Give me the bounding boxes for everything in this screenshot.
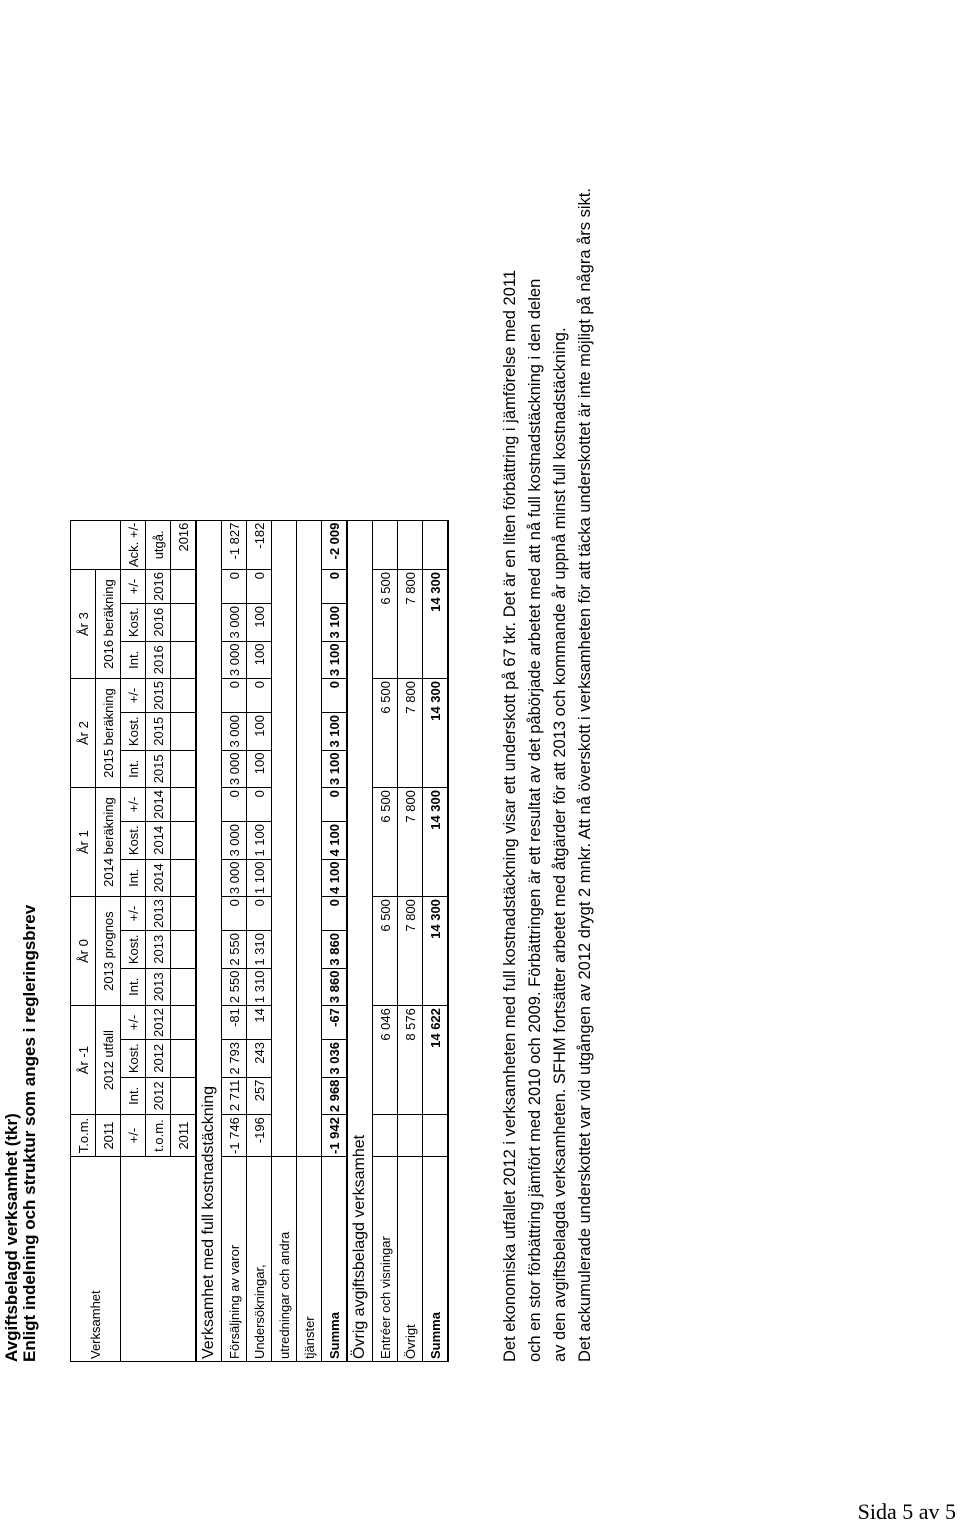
subheader: 2016 [146,603,171,641]
value-cell: -67 [322,1006,348,1040]
blank-cell [423,520,449,569]
subheader: 2011 [171,1115,197,1157]
blank-cell [171,1077,197,1115]
sum-row [322,520,348,1361]
tom-header: T.o.m. [71,1115,96,1157]
subheader: Kost. [121,822,146,860]
value-cell: 1 310 [247,931,272,969]
subheader: 2015 [146,679,171,713]
subheader: 2014 [146,859,171,897]
row-label: Summa [423,1157,449,1362]
subheader: Int. [121,1077,146,1115]
value-cell: 0 [247,570,272,604]
subheader: Kost. [121,603,146,641]
blank-cell [171,641,197,679]
subheader: 2016 [146,641,171,679]
value-cell: 2 711 [222,1077,247,1115]
blank-cell [171,859,197,897]
value-cell: 6 500 [373,570,398,679]
value-cell: 2 968 [322,1077,348,1115]
value-cell: 6 046 [373,1006,398,1115]
subheader: 2012 [146,1077,171,1115]
section-other-fee-activity: Övrig avgiftsbelagd verksamhet [347,520,373,1361]
subheader: Kost. [121,1040,146,1078]
blank-cell [373,1115,398,1157]
subheader: Int. [121,859,146,897]
value-cell: 3 100 [322,641,348,679]
year-sub: 2014 beräkning [96,788,121,897]
blank-cell [171,788,197,822]
value-cell: -196 [247,1115,272,1157]
page-number: Sida 5 av 5 [857,1499,956,1524]
subheader: t.o.m. [146,1115,171,1157]
value-cell: 3 860 [322,931,348,969]
year-label: År 2 [71,679,96,788]
table-row-continued [297,520,322,1361]
blank-cell [272,520,297,1156]
empty-header [71,520,121,569]
value-cell: 14 300 [423,897,449,1006]
value-cell: 0 [247,679,272,713]
subheader: 2014 [146,822,171,860]
verksamhet-header: Verksamhet [71,1157,121,1362]
section-row [347,520,373,1361]
value-cell: 3 000 [222,750,247,788]
value-cell: 2 550 [222,968,247,1006]
value-cell: 0 [222,788,247,822]
section-row [196,520,222,1361]
blank-cell [171,822,197,860]
blank-cell [171,968,197,1006]
table-row [247,520,272,1361]
subheader: Ack. +/- [121,520,146,569]
report-subtitle: Enligt indelning och struktur som anges i regleringsbrev [20,904,39,1362]
blank-cell [423,1115,449,1157]
table-row [222,520,247,1361]
value-cell: -1 942 [322,1115,348,1157]
value-cell: -1 827 [222,520,247,569]
value-cell: 7 800 [398,679,423,788]
value-cell: -1 746 [222,1115,247,1157]
value-cell: 3 100 [322,712,348,750]
blank-cell [171,712,197,750]
table-row-continued [272,520,297,1361]
value-cell: 14 300 [423,570,449,679]
value-cell: 0 [322,679,348,713]
row-label: Försäljning av varor [222,1157,247,1362]
value-cell: 0 [222,679,247,713]
value-cell: 14 622 [423,1006,449,1115]
report-title: Avgiftsbelagd verksamhet (tkr) [2,1113,21,1362]
blank-cell [171,897,197,931]
commentary-paragraph [498,162,598,1362]
blank-cell [171,570,197,604]
value-cell: 257 [247,1077,272,1115]
year-label: År 0 [71,897,96,1006]
value-cell: 7 800 [398,897,423,1006]
subheader: 2015 [146,712,171,750]
blank-cell [171,1006,197,1040]
tom-year: 2011 [96,1115,121,1157]
row-label: Summa [322,1157,348,1362]
blank-cell [398,520,423,569]
subheader: 2013 [146,968,171,1006]
year-sub: 2015 beräkning [96,679,121,788]
value-cell: 6 500 [373,788,398,897]
blank-cell [297,520,322,1156]
year-sub: 2012 utfall [96,1006,121,1115]
value-cell: 1 100 [247,822,272,860]
value-cell: 4 100 [322,822,348,860]
value-cell: 3 000 [222,712,247,750]
value-cell: 0 [247,897,272,931]
sum-row [423,520,449,1361]
blank-cell [398,1115,423,1157]
blank-cell [171,931,197,969]
value-cell: 14 300 [423,679,449,788]
subheader-blank [121,1157,197,1362]
value-cell: 100 [247,750,272,788]
year-sub: 2013 prognos [96,897,121,1006]
blank-cell [171,1040,197,1078]
value-cell: 7 800 [398,570,423,679]
row-label: tjänster [297,1157,322,1362]
subheader: +/- [121,1006,146,1040]
fee-activity-table [70,520,449,1362]
blank-cell [373,520,398,569]
row-label: Undersökningar, [247,1157,272,1362]
value-cell: 7 800 [398,788,423,897]
subheader: +/- [121,897,146,931]
value-cell: 0 [322,570,348,604]
value-cell: -81 [222,1006,247,1040]
value-cell: 0 [222,897,247,931]
value-cell: 8 576 [398,1006,423,1115]
row-label: utredningar och andra [272,1157,297,1362]
year-label: År 1 [71,788,96,897]
value-cell: 0 [222,570,247,604]
subheader: 2015 [146,750,171,788]
value-cell: 2 550 [222,931,247,969]
paragraph-line: av den avgiftsbelagda verksamheten. SFHM fortsätter arbetet med åtgärder för att 2013 och kommande år uppnå minst full kostnadstäckning. [551,327,569,1362]
value-cell: 6 500 [373,679,398,788]
value-cell: 4 100 [322,859,348,897]
subheader: 2016 [171,520,197,569]
value-cell: 0 [247,788,272,822]
subheader-row-1 [121,520,146,1361]
year-sub: 2016 beräkning [96,570,121,679]
subheader: Int. [121,750,146,788]
paragraph-line: Det ekonomiska utfallet 2012 i verksamheten med full kostnadstäckning visar ett underskott på 67 tkr. Det är en liten förbättring i jämförelse med 2011 [501,269,519,1362]
subheader: 2012 [146,1006,171,1040]
value-cell: 3 036 [322,1040,348,1078]
subheader: 2014 [146,788,171,822]
subheader: +/- [121,570,146,604]
subheader: Kost. [121,712,146,750]
subheader: Kost. [121,931,146,969]
value-cell: 100 [247,603,272,641]
value-cell: 3 000 [222,641,247,679]
value-cell: 6 500 [373,897,398,1006]
subheader: utgå. [146,520,171,569]
value-cell: 2 793 [222,1040,247,1078]
value-cell: 3 860 [322,968,348,1006]
year-header-row [71,520,96,1361]
value-cell: -182 [247,520,272,569]
value-cell: 3 100 [322,750,348,788]
value-cell: -2 009 [322,520,348,569]
value-cell: 100 [247,712,272,750]
subheader: 2013 [146,931,171,969]
table-row [398,520,423,1361]
table-row [373,520,398,1361]
value-cell: 243 [247,1040,272,1078]
value-cell: 14 300 [423,788,449,897]
value-cell: 3 100 [322,603,348,641]
value-cell: 1 310 [247,968,272,1006]
row-label: Övrigt [398,1157,423,1362]
value-cell: 14 [247,1006,272,1040]
row-label: Entréer och visningar [373,1157,398,1362]
value-cell: 3 000 [222,822,247,860]
subheader: 2012 [146,1040,171,1078]
value-cell: 3 000 [222,859,247,897]
section-full-cost-recovery: Verksamhet med full kostnadstäckning [196,520,222,1361]
subheader: 2013 [146,897,171,931]
year-label: År -1 [71,1006,96,1115]
blank-cell [171,603,197,641]
subheader: Int. [121,968,146,1006]
value-cell: 0 [322,788,348,822]
value-cell: 1 100 [247,859,272,897]
value-cell: 0 [322,897,348,931]
subheader: Int. [121,641,146,679]
value-cell: 3 000 [222,603,247,641]
subheader: +/- [121,788,146,822]
paragraph-line: Det ackumulerade underskottet var vid utgången av 2012 drygt 2 mnkr. Att nå överskott i verksamheten för att täcka underskottet är inte möjligt på några års sikt. [576,188,594,1362]
value-cell: 100 [247,641,272,679]
paragraph-line: och en stor förbättring jämfört med 2010 och 2009. Förbättringen är ett resultat av det påbörjade arbetet med att nå full kostnadstäckning i den delen [526,278,544,1362]
blank-cell [171,750,197,788]
subheader: +/- [121,679,146,713]
blank-cell [171,679,197,713]
subheader: +/- [121,1115,146,1157]
year-label: År 3 [71,570,96,679]
subheader: 2016 [146,570,171,604]
